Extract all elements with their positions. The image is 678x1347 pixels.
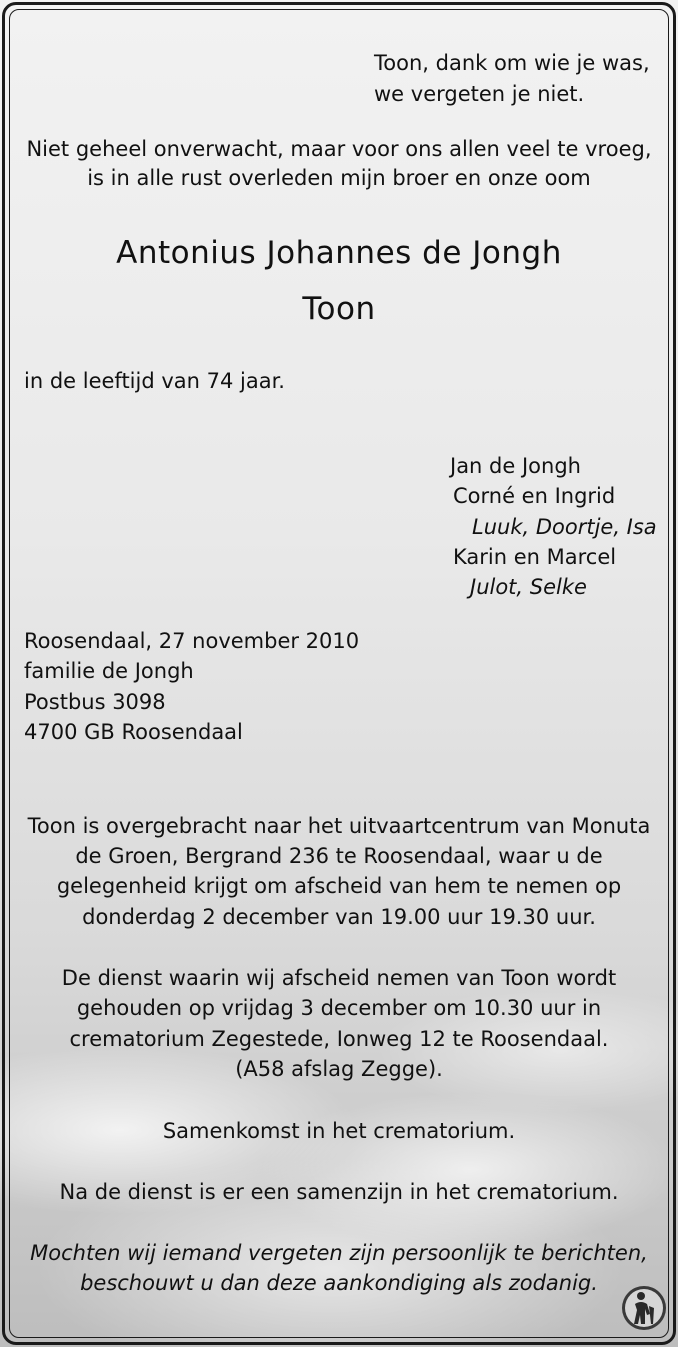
intro-line-2: is in alle rust overleden mijn broer en onze oom [87, 166, 591, 190]
service-line: gehouden op vrijdag 3 december om 10.30 uur in [76, 996, 602, 1020]
address-line: familie de Jongh [24, 659, 194, 683]
service-line: crematorium Zegestede, Ionweg 12 te Roosendaal. [69, 1027, 609, 1051]
after-service-line: Na de dienst is er een samenzijn in het crematorium. [59, 1180, 619, 1204]
viewing-line: de Groen, Bergrand 236 te Roosendaal, waar u de [75, 844, 603, 868]
viewing-line: gelegenheid krijgt om afscheid van hem te nemen op [56, 874, 622, 898]
service-line: De dienst waarin wij afscheid nemen van Toon wordt [61, 966, 617, 990]
closing-line: beschouwt u dan deze aankondiging als zodanig. [80, 1271, 598, 1295]
viewing-line: Toon is overgebracht naar het uitvaartcentrum van Monuta [27, 814, 651, 838]
figure-silhouette-icon [620, 1284, 668, 1332]
address-line: 4700 GB Roosendaal [24, 720, 243, 744]
viewing-line: donderdag 2 december van 19.00 uur 19.30 uur. [82, 905, 596, 929]
address-line: Roosendaal, 27 november 2010 [24, 629, 360, 653]
family-line: Luuk, Doortje, Isa [472, 515, 657, 539]
motto-line-2: we vergeten je niet. [374, 82, 585, 106]
motto-line-1: Toon, dank om wie je was, [374, 51, 650, 75]
family-line: Corné en Ingrid [453, 484, 616, 508]
gathering-line: Samenkomst in het crematorium. [162, 1119, 516, 1143]
service-line: (A58 afslag Zegge). [235, 1057, 443, 1081]
family-line: Julot, Selke [470, 575, 587, 599]
family-line: Jan de Jongh [450, 454, 581, 478]
deceased-nickname: Toon [302, 291, 376, 327]
age-line: in de leeftijd van 74 jaar. [24, 369, 285, 393]
deceased-full-name: Antonius Johannes de Jongh [116, 235, 562, 271]
address-line: Postbus 3098 [24, 690, 166, 714]
family-line: Karin en Marcel [453, 545, 617, 569]
intro-line-1: Niet geheel onverwacht, maar voor ons allen veel te vroeg, [26, 137, 652, 161]
closing-line: Mochten wij iemand vergeten zijn persoonlijk te berichten, [30, 1241, 648, 1265]
